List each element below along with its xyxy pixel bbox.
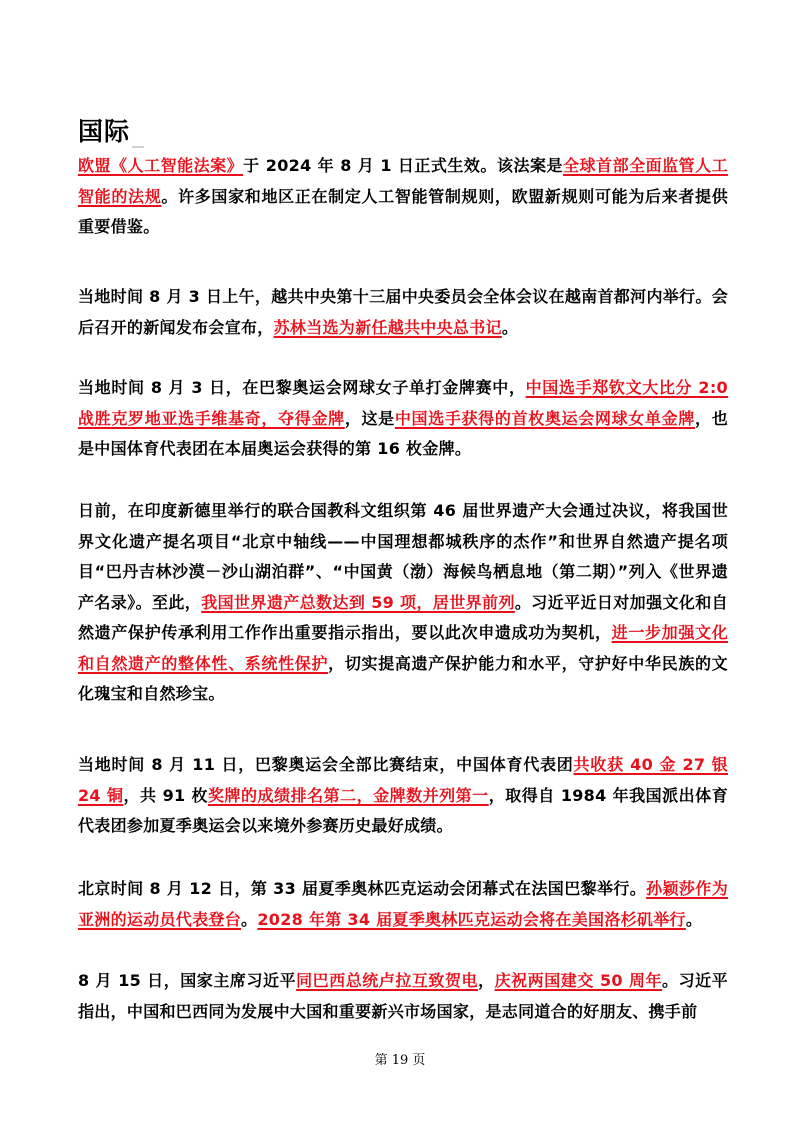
paragraph-text: ， xyxy=(478,971,495,990)
paragraph-text: ，也是中国体育代表团在本届奥运会获得的第 16 枚金牌。 xyxy=(78,408,728,458)
highlighted-text: 全球首部全面监管人工智能的法规 xyxy=(78,156,728,206)
paragraph-text: 。许多国家和地区正在制定人工智能管制规则，欧盟新规则可能为后来者提供重要借鉴。 xyxy=(78,186,728,236)
news-paragraph-vietnam xyxy=(78,282,728,343)
news-paragraph-olympic-medals xyxy=(78,750,728,842)
news-paragraph-world-heritage xyxy=(78,496,728,710)
paragraph-text: ，切实提高遗产保护能力和水平，守护好中华民族的文化瑰宝和自然珍宝。 xyxy=(78,653,728,703)
news-paragraph-tennis xyxy=(78,373,728,465)
highlighted-text: 同巴西总统卢拉互致贺电 xyxy=(296,971,479,990)
paragraph-text: 当地时间 8 月 3 日上午，越共中央第十三届中央委员会全体会议在越南首都河内举行。会后召开的新闻发布会宣布， xyxy=(78,287,728,337)
highlighted-text: 欧盟《人工智能法案》 xyxy=(78,156,244,175)
paragraph-text: ，共 91 枚 xyxy=(123,785,209,805)
highlighted-text: 孙颖莎作为亚洲的运动员代表登台 xyxy=(78,879,728,929)
highlighted-text: 苏林当选为新任越共中央总书记 xyxy=(273,317,502,337)
paragraph-text: 8 月 15 日，国家主席习近平 xyxy=(78,971,297,990)
highlighted-text: 进一步加强文化和自然遗产的整体性、系统性保护 xyxy=(78,623,728,673)
news-paragraph-eu-ai-act xyxy=(78,151,728,243)
paragraph-text: 。 xyxy=(501,317,519,337)
section-title: 国际 xyxy=(78,112,144,148)
paragraph-text: 于 2024 年 8 月 1 日正式生效。该法案是 xyxy=(243,156,564,175)
page-number: 第 19 页 xyxy=(374,1053,426,1068)
paragraph-text: 。习近平指出，中国和巴西同为发展中大国和重要新兴市场国家，是志同道合的好朋友、携手前 xyxy=(78,971,728,1021)
paragraph-text: 当地时间 8 月 3 日，在巴黎奥运会网球女子单打金牌赛中， xyxy=(78,378,526,397)
paragraph-text: ，这是 xyxy=(344,408,395,428)
paragraph-text: 。 xyxy=(685,909,703,929)
highlighted-text: 庆祝两国建交 50 周年 xyxy=(494,971,663,990)
paragraph-text: 北京时间 8 月 12 日，第 33 届夏季奥林匹克运动会闭幕式在法国巴黎举行。 xyxy=(78,879,647,898)
highlighted-text: 中国选手获得的首枚奥运会网球女单金牌 xyxy=(394,408,696,428)
news-paragraph-brazil xyxy=(78,966,728,1027)
highlighted-text: 奖牌的成绩排名第二，金牌数并列第一 xyxy=(208,785,489,805)
highlighted-text: 2028 年第 34 届夏季奥林匹克运动会将在美国洛杉矶举行 xyxy=(257,909,686,929)
news-paragraph-closing-ceremony xyxy=(78,874,728,935)
paragraph-text: 。 xyxy=(241,909,258,929)
paragraph-text: 。习近平近日对加强文化和自然遗产保护传承利用工作作出重要指示指出，要以此次申遗成功为契机， xyxy=(78,592,728,642)
highlighted-text: 共收获 40 金 27 银 24 铜 xyxy=(78,755,728,805)
paragraph-text: ，取得自 1984 年我国派出体育代表团参加夏季奥运会以来境外参赛历史最好成绩。 xyxy=(78,785,728,835)
paragraph-text: 日前，在印度新德里举行的联合国教科文组织第 46 届世界遗产大会通过决议，将我国世界文化遗产提名项目“北京中轴线——中国理想都城秩序的杰作”和世界自然遗产提名项目“巴丹吉林沙漠－沙山湖泊群”、“中国黄（渤）海候鸟栖息地（第二期）”列入《世界遗产名录》。至此， xyxy=(78,501,728,612)
highlighted-text: 中国选手郑钦文大比分 2:0 战胜克罗地亚选手维基奇，夺得金牌 xyxy=(78,378,728,428)
paragraph-text: 当地时间 8 月 11 日，巴黎奥运会全部比赛结束，中国体育代表团 xyxy=(78,755,574,774)
highlighted-text: 我国世界遗产总数达到 59 项，居世界前列 xyxy=(201,592,515,612)
